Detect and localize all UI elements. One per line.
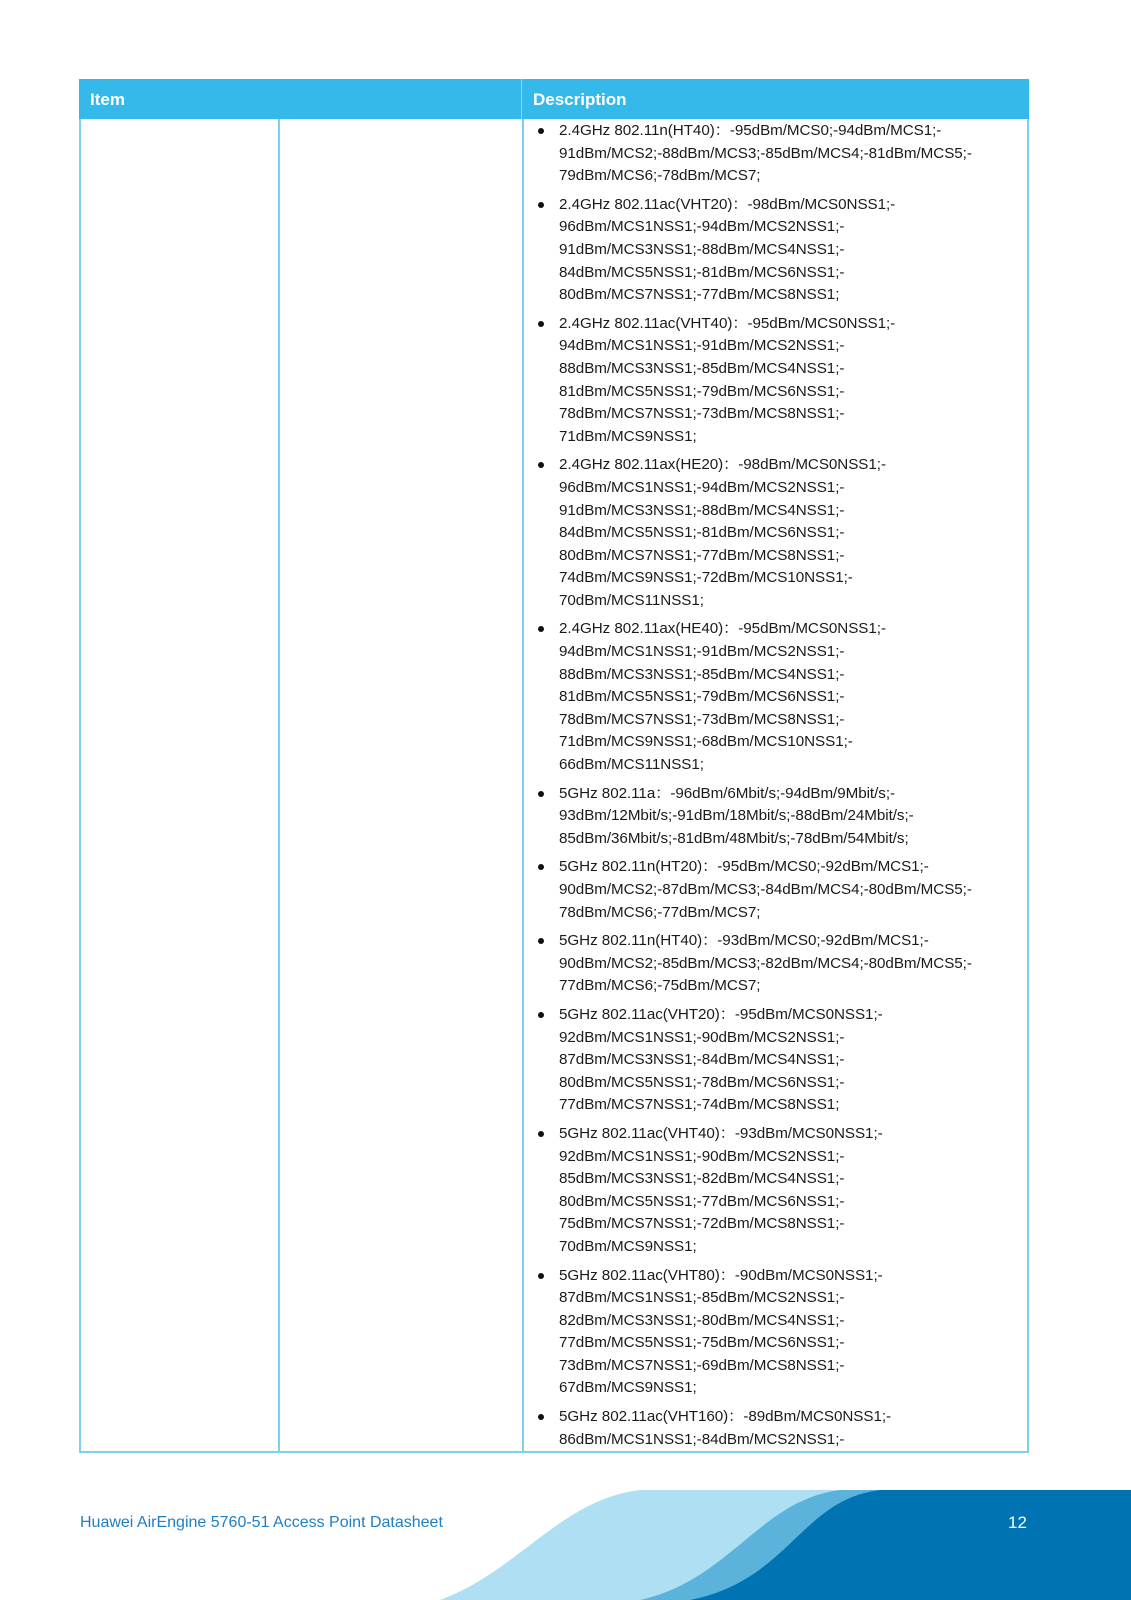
bullet-line: 82dBm/MCS3NSS1;-80dBm/MCS4NSS1;- <box>559 1311 845 1329</box>
bullet-line: 78dBm/MCS6;-77dBm/MCS7; <box>559 903 761 921</box>
bullet-line: 84dBm/MCS5NSS1;-81dBm/MCS6NSS1;- <box>559 263 845 281</box>
bullet-line: 5GHz 802.11n(HT20)：-95dBm/MCS0;-92dBm/MCS1;- <box>559 858 929 876</box>
bullet-item <box>524 618 989 776</box>
bullet-item <box>524 1123 989 1259</box>
bullet-line: 78dBm/MCS7NSS1;-73dBm/MCS8NSS1;- <box>559 405 845 423</box>
column-divider <box>278 119 280 1451</box>
bullet-line: 85dBm/36Mbit/s;-81dBm/48Mbit/s;-78dBm/54Mbit/s; <box>559 829 909 847</box>
bullet-line: 73dBm/MCS7NSS1;-69dBm/MCS8NSS1;- <box>559 1356 845 1374</box>
bullet-line: 78dBm/MCS7NSS1;-73dBm/MCS8NSS1;- <box>559 710 845 728</box>
bullet-line: 71dBm/MCS9NSS1; <box>559 427 697 445</box>
bullet-line: 80dBm/MCS7NSS1;-77dBm/MCS8NSS1;- <box>559 546 845 564</box>
bullet-line: 2.4GHz 802.11ax(HE40)：-95dBm/MCS0NSS1;- <box>559 620 886 638</box>
bullet-line: 80dBm/MCS5NSS1;-77dBm/MCS6NSS1;- <box>559 1192 845 1210</box>
bullet-line: 96dBm/MCS1NSS1;-94dBm/MCS2NSS1;- <box>559 478 845 496</box>
bullet-dot-icon <box>538 128 544 134</box>
bullet-line: 74dBm/MCS9NSS1;-72dBm/MCS10NSS1;- <box>559 569 853 587</box>
bullet-dot-icon <box>538 321 544 327</box>
bullet-line: 88dBm/MCS3NSS1;-85dBm/MCS4NSS1;- <box>559 665 845 683</box>
bullet-item <box>524 313 989 449</box>
bullet-line: 96dBm/MCS1NSS1;-94dBm/MCS2NSS1;- <box>559 218 845 236</box>
bullet-line: 87dBm/MCS1NSS1;-85dBm/MCS2NSS1;- <box>559 1289 845 1307</box>
bullet-item <box>524 1406 989 1451</box>
footer-wave-graphic <box>0 1480 1131 1600</box>
bullet-line: 5GHz 802.11ac(VHT80)：-90dBm/MCS0NSS1;- <box>559 1266 883 1284</box>
bullet-line: 87dBm/MCS3NSS1;-84dBm/MCS4NSS1;- <box>559 1051 845 1069</box>
sensitivity-list <box>524 120 989 1451</box>
bullet-dot-icon <box>538 1131 544 1137</box>
bullet-line: 5GHz 802.11ac(VHT160)：-89dBm/MCS0NSS1;- <box>559 1408 892 1426</box>
bullet-dot-icon <box>538 864 544 870</box>
bullet-line: 91dBm/MCS2;-88dBm/MCS3;-85dBm/MCS4;-81dBm/MCS5;- <box>559 144 972 162</box>
bullet-line: 91dBm/MCS3NSS1;-88dBm/MCS4NSS1;- <box>559 240 845 258</box>
header-description: Description <box>533 90 627 109</box>
bullet-line: 66dBm/MCS11NSS1; <box>559 756 704 774</box>
bullet-item <box>524 1265 989 1401</box>
bullet-line: 5GHz 802.11ac(VHT20)：-95dBm/MCS0NSS1;- <box>559 1005 883 1023</box>
bullet-line: 70dBm/MCS11NSS1; <box>559 591 704 609</box>
bullet-dot-icon <box>538 462 544 468</box>
bullet-line: 85dBm/MCS3NSS1;-82dBm/MCS4NSS1;- <box>559 1170 845 1188</box>
bullet-line: 91dBm/MCS3NSS1;-88dBm/MCS4NSS1;- <box>559 501 845 519</box>
bullet-line: 90dBm/MCS2;-85dBm/MCS3;-82dBm/MCS4;-80dBm/MCS5;- <box>559 954 972 972</box>
bullet-line: 92dBm/MCS1NSS1;-90dBm/MCS2NSS1;- <box>559 1147 845 1165</box>
bullet-line: 2.4GHz 802.11ax(HE20)：-98dBm/MCS0NSS1;- <box>559 456 886 474</box>
header-item: Item <box>90 90 125 109</box>
bullet-item <box>524 454 989 612</box>
bullet-dot-icon <box>538 1414 544 1420</box>
bullet-line: 93dBm/12Mbit/s;-91dBm/18Mbit/s;-88dBm/24Mbit/s;- <box>559 807 914 825</box>
bullet-dot-icon <box>538 1273 544 1279</box>
table-header <box>79 79 1029 119</box>
description-cell <box>524 119 1027 1451</box>
bullet-dot-icon <box>538 791 544 797</box>
page-number: 12 <box>1008 1513 1027 1532</box>
bullet-line: 5GHz 802.11a：-96dBm/6Mbit/s;-94dBm/9Mbit/s;- <box>559 784 895 802</box>
bullet-dot-icon <box>538 938 544 944</box>
bullet-line: 88dBm/MCS3NSS1;-85dBm/MCS4NSS1;- <box>559 359 845 377</box>
bullet-line: 2.4GHz 802.11n(HT40)：-95dBm/MCS0;-94dBm/MCS1;- <box>559 122 942 139</box>
bullet-line: 77dBm/MCS6;-75dBm/MCS7; <box>559 977 761 995</box>
bullet-line: 71dBm/MCS9NSS1;-68dBm/MCS10NSS1;- <box>559 733 853 751</box>
spec-table <box>79 79 1029 1453</box>
bullet-line: 5GHz 802.11ac(VHT40)：-93dBm/MCS0NSS1;- <box>559 1124 883 1142</box>
bullet-line: 80dBm/MCS5NSS1;-78dBm/MCS6NSS1;- <box>559 1073 845 1091</box>
bullet-line: 84dBm/MCS5NSS1;-81dBm/MCS6NSS1;- <box>559 524 845 542</box>
bullet-item <box>524 120 989 188</box>
bullet-item <box>524 930 989 998</box>
bullet-line: 81dBm/MCS5NSS1;-79dBm/MCS6NSS1;- <box>559 688 845 706</box>
bullet-line: 2.4GHz 802.11ac(VHT40)：-95dBm/MCS0NSS1;- <box>559 314 896 332</box>
bullet-line: 5GHz 802.11n(HT40)：-93dBm/MCS0;-92dBm/MCS1;- <box>559 932 929 950</box>
bullet-item <box>524 194 989 307</box>
bullet-line: 86dBm/MCS1NSS1;-84dBm/MCS2NSS1;- <box>559 1430 845 1448</box>
bullet-item <box>524 1004 989 1117</box>
bullet-line: 67dBm/MCS9NSS1; <box>559 1379 697 1397</box>
bullet-line: 94dBm/MCS1NSS1;-91dBm/MCS2NSS1;- <box>559 337 845 355</box>
bullet-line: 80dBm/MCS7NSS1;-77dBm/MCS8NSS1; <box>559 286 840 304</box>
footer-document-title: Huawei AirEngine 5760-51 Access Point Datasheet <box>80 1514 443 1531</box>
bullet-line: 70dBm/MCS9NSS1; <box>559 1237 697 1255</box>
bullet-dot-icon <box>538 202 544 208</box>
bullet-line: 75dBm/MCS7NSS1;-72dBm/MCS8NSS1;- <box>559 1215 845 1233</box>
bullet-line: 79dBm/MCS6;-78dBm/MCS7; <box>559 167 761 185</box>
bullet-line: 2.4GHz 802.11ac(VHT20)：-98dBm/MCS0NSS1;- <box>559 195 896 213</box>
bullet-line: 90dBm/MCS2;-87dBm/MCS3;-84dBm/MCS4;-80dBm/MCS5;- <box>559 881 972 898</box>
bullet-line: 77dBm/MCS7NSS1;-74dBm/MCS8NSS1; <box>559 1096 840 1114</box>
bullet-line: 92dBm/MCS1NSS1;-90dBm/MCS2NSS1;- <box>559 1028 845 1046</box>
bullet-line: 81dBm/MCS5NSS1;-79dBm/MCS6NSS1;- <box>559 382 845 400</box>
bullet-dot-icon <box>538 626 544 632</box>
bullet-item <box>524 856 989 924</box>
bullet-dot-icon <box>538 1012 544 1018</box>
bullet-item <box>524 783 989 851</box>
header-divider <box>521 79 522 119</box>
bullet-line: 77dBm/MCS5NSS1;-75dBm/MCS6NSS1;- <box>559 1334 845 1352</box>
bullet-line: 94dBm/MCS1NSS1;-91dBm/MCS2NSS1;- <box>559 643 845 661</box>
